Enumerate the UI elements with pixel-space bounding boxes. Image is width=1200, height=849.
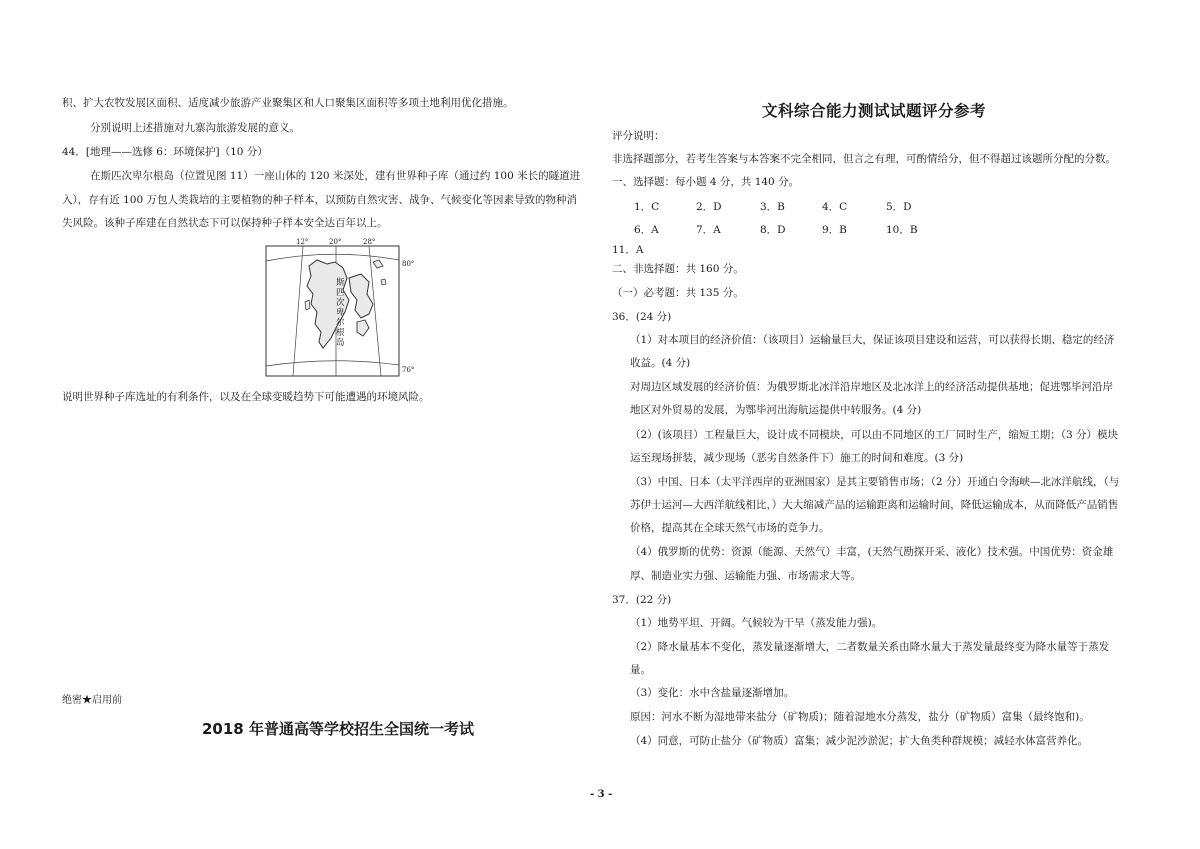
page-number: - 3 - [590,789,613,800]
island-name-char: 斯 [336,278,345,288]
mcq-answer: 3．B [760,201,785,213]
text-line: （一）必考题：共 135 分。 [612,287,744,299]
mcq-answer: 7．A [696,224,721,236]
mcq-answer: 4．C [822,201,848,213]
text-line: （4）同意，可防止盐分（矿物质）富集；减少泥沙淤泥；扩大鱼类种群规模；减轻水体富营养化。 [630,735,1089,747]
text-line: 失风险。该种子库建在自然状态下可以保持种子样本安全达百年以上。 [62,217,388,229]
island-name-char: 岛 [336,338,345,348]
text-line: 入），存有近 100 万包人类栽培的主要植物的种子样本，以预防自然灾害、战争、气候变化等因素导致的物种消 [62,194,577,206]
text-line: 一、选择题：每小题 4 分，共 140 分。 [612,176,800,188]
mcq-answer: 5．D [886,201,912,213]
island-name-char: 卑 [336,308,345,318]
text-line: 收益。(4 分) [630,357,691,369]
island-name-char: 次 [336,298,345,308]
mcq-answer: 9．B [822,224,847,236]
text-line: （2）降水量基本不变化，蒸发量逐渐增大，二者数量关系由降水量大于蒸发量最终变为降水量等于蒸发 [630,641,1110,653]
mcq-answer: 2．D [696,201,722,213]
text-line: （3）中国、日本（太平洋西岸的亚洲国家）是其主要销售市场；（2 分）开通白令海峡—北冰洋航线，（与 [630,476,1120,488]
question-36-heading: 36．(24 分) [612,311,672,323]
secret-label: 绝密★启用前 [62,695,122,706]
island-name-char: 尔 [336,318,345,328]
answer-key-title: 文科综合能力测试试题评分参考 [762,102,987,120]
question-44-heading: 44．[地理——选修 6：环境保护]（10 分） [62,146,268,158]
lon-label-12: 12° [296,238,309,246]
text-line: 苏伊士运河—大西洋航线相比，）大大缩减产品的运输距离和运输时间，降低运输成本，从而降低产品销售 [630,499,1119,511]
lat-label-80: 80° [402,260,415,268]
text-line: 评分说明： [612,130,665,142]
exam-title: 2018 年普通高等学校招生全国统一考试 [202,720,474,738]
text-line: 说明世界种子库选址的有利条件，以及在全球变暖趋势下可能遭遇的环境风险。 [62,391,430,403]
text-line: 对周边区域发展的经济价值：为俄罗斯北冰洋沿岸地区及北冰洋上的经济活动提供基地；促进鄂毕河沿岸 [630,381,1113,393]
text-line: 价格，提高其在全球天然气市场的竞争力。 [630,522,830,534]
text-line: （4）俄罗斯的优势：资源（能源、天然气）丰富，(天然气勘探开采、液化）技术强。中国优势：资金雄 [630,546,1114,558]
text-line: 非选择题部分，若考生答案与本答案不完全相同，但言之有理，可酌情给分，但不得超过该题所分配的分数。 [612,153,1116,165]
text-line: 原因：河水不断为湿地带来盐分（矿物质)；随着湿地水分蒸发，盐分（矿物质）富集（最终饱和)。 [630,711,1090,723]
island-name-char: 匹 [336,288,345,298]
mcq-answer: 6．A [634,224,659,236]
lon-label-28: 28° [363,238,376,246]
text-line: 量。 [630,664,651,676]
mcq-answer: 8．D [760,224,786,236]
text-line: 二、非选择题：共 160 分。 [612,263,744,275]
text-line: （3）变化：水中含盐量逐渐增加。 [630,687,795,699]
text-line: 运至现场拼装，减少现场（恶劣自然条件下）施工的时间和难度。(3 分) [630,452,964,464]
island-name-char: 根 [336,328,345,338]
lon-label-20: 20° [329,238,342,246]
mcq-answer: 11．A [612,244,644,256]
text-line: 分别说明上述措施对九寨沟旅游发展的意义。 [90,122,300,134]
text-line: 积、扩大农牧发展区面积、适度减少旅游产业聚集区和人口聚集区面积等多项土地利用优化措施。 [62,97,514,109]
svalbard-map [265,238,465,378]
mcq-answer: 1．C [634,201,660,213]
text-line: （1）对本项目的经济价值：（该项目）运输量巨大，保证该项目建设和运营，可以获得长期、稳定的经济 [630,334,1115,346]
text-line: （1）地势平坦、开阔。气候较为干旱（蒸发能力强)。 [630,617,883,629]
question-37-heading: 37．(22 分) [612,594,672,606]
text-line: 在斯匹次卑尔根岛（位置见图 11）一座山体的 120 米深处，建有世界种子库（通过约 100 米长的隧道进 [90,170,581,182]
text-line: （2）(该项目）工程量巨大，设计成不同模块，可以由不同地区的工厂同时生产，缩短工期；（3 分）模块 [630,429,1119,441]
text-line: 地区对外贸易的发展，为鄂毕河出海航运提供中转服务。(4 分) [630,404,922,416]
lat-label-76: 76° [402,366,415,374]
mcq-answer: 10．B [886,224,918,236]
text-line: 厚、制造业实力强、运输能力强、市场需求大等。 [630,570,861,582]
